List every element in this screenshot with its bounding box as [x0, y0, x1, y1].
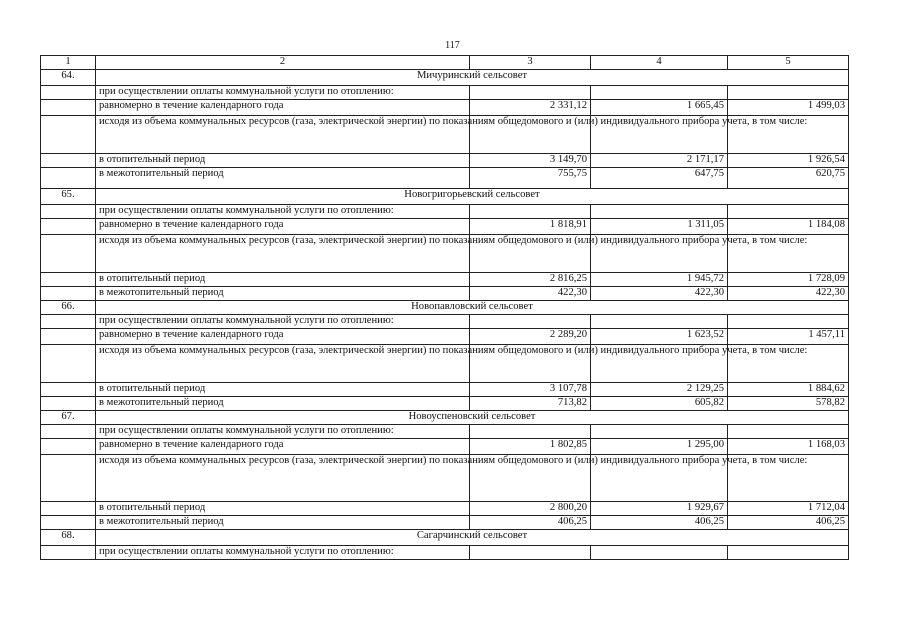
value-col5: 620,75	[728, 168, 849, 189]
value-col4: 1 623,52	[591, 329, 728, 345]
value-col5	[728, 205, 849, 219]
table-row	[41, 345, 849, 383]
value-col3: 2 289,20	[470, 329, 591, 345]
section-header-row	[41, 530, 849, 546]
value-col3: 2 800,20	[470, 502, 591, 516]
table-row	[41, 116, 849, 154]
value-col4: 647,75	[591, 168, 728, 189]
column-header: 5	[728, 56, 849, 70]
value-col4	[591, 425, 728, 439]
value-col4: 605,82	[591, 397, 728, 411]
page-number: 117	[445, 40, 460, 51]
table-row	[41, 425, 849, 439]
section-header-row	[41, 70, 849, 86]
value-col4: 1 945,72	[591, 273, 728, 287]
value-col5: 1 457,11	[728, 329, 849, 345]
section-index: 64.	[41, 70, 96, 86]
column-header-row	[41, 56, 849, 70]
value-col3	[470, 425, 591, 439]
table-row	[41, 546, 849, 560]
value-col3: 406,25	[470, 516, 591, 530]
value-col4: 1 665,45	[591, 100, 728, 116]
value-col4: 422,30	[591, 287, 728, 301]
column-header: 4	[591, 56, 728, 70]
value-col5	[728, 546, 849, 560]
section-name: Мичуринский сельсовет	[96, 70, 849, 86]
value-col3: 2 331,12	[470, 100, 591, 116]
row-label: исходя из объема коммунальных ресурсов (газа, электрической энергии) по показаниям общедомового и (или) индивидуального прибора учета, в том числе:	[96, 345, 470, 383]
value-col3: 713,82	[470, 397, 591, 411]
section-index: 67.	[41, 411, 96, 425]
row-label: равномерно в течение календарного года	[96, 329, 470, 345]
table-row	[41, 397, 849, 411]
row-label: в межотопительный период	[96, 287, 470, 301]
value-col4	[591, 546, 728, 560]
row-label: исходя из объема коммунальных ресурсов (газа, электрической энергии) по показаниям общедомового и (или) индивидуального прибора учета, в том числе:	[96, 116, 470, 154]
value-col4: 406,25	[591, 516, 728, 530]
table-row	[41, 287, 849, 301]
value-col5: 1 884,62	[728, 383, 849, 397]
row-label: при осуществлении оплаты коммунальной услуги по отоплению:	[96, 205, 470, 219]
value-col5: 578,82	[728, 397, 849, 411]
section-header-row	[41, 411, 849, 425]
value-col3	[470, 86, 591, 100]
section-index: 66.	[41, 301, 96, 315]
tariff-table	[40, 55, 849, 560]
column-header: 1	[41, 56, 96, 70]
value-col5: 1 926,54	[728, 154, 849, 168]
table-row	[41, 205, 849, 219]
table-row	[41, 219, 849, 235]
value-col3	[470, 315, 591, 329]
value-col3: 1 802,85	[470, 439, 591, 455]
table-row	[41, 502, 849, 516]
value-col4	[591, 315, 728, 329]
row-label: исходя из объема коммунальных ресурсов (газа, электрической энергии) по показаниям общедомового и (или) индивидуального прибора учета, в том числе:	[96, 235, 470, 273]
table-row	[41, 86, 849, 100]
row-label: в межотопительный период	[96, 168, 470, 189]
value-col5: 422,30	[728, 287, 849, 301]
row-label: исходя из объема коммунальных ресурсов (газа, электрической энергии) по показаниям общедомового и (или) индивидуального прибора учета, в том числе:	[96, 455, 470, 502]
value-col4	[591, 205, 728, 219]
value-col4: 1 311,05	[591, 219, 728, 235]
value-col5	[728, 315, 849, 329]
section-index: 65.	[41, 189, 96, 205]
section-name: Новопавловский сельсовет	[96, 301, 849, 315]
value-col3: 755,75	[470, 168, 591, 189]
row-label: в межотопительный период	[96, 397, 470, 411]
row-label: при осуществлении оплаты коммунальной услуги по отоплению:	[96, 425, 470, 439]
value-col5: 1 712,04	[728, 502, 849, 516]
row-label: в отопительный период	[96, 273, 470, 287]
value-col5	[728, 425, 849, 439]
value-col4: 2 171,17	[591, 154, 728, 168]
value-col5: 1 184,08	[728, 219, 849, 235]
row-label: в межотопительный период	[96, 516, 470, 530]
table-row	[41, 516, 849, 530]
column-header: 2	[96, 56, 470, 70]
value-col4	[591, 86, 728, 100]
section-header-row	[41, 189, 849, 205]
value-col5	[728, 86, 849, 100]
table-row	[41, 439, 849, 455]
table-row	[41, 235, 849, 273]
value-col3: 3 149,70	[470, 154, 591, 168]
value-col4: 1 929,67	[591, 502, 728, 516]
value-col3	[470, 205, 591, 219]
row-label: в отопительный период	[96, 383, 470, 397]
value-col5: 406,25	[728, 516, 849, 530]
row-label: равномерно в течение календарного года	[96, 439, 470, 455]
value-col3	[470, 546, 591, 560]
value-col3: 422,30	[470, 287, 591, 301]
row-label: равномерно в течение календарного года	[96, 100, 470, 116]
table-row	[41, 329, 849, 345]
section-index: 68.	[41, 530, 96, 546]
table-row	[41, 455, 849, 502]
table-row	[41, 315, 849, 329]
row-label: при осуществлении оплаты коммунальной услуги по отоплению:	[96, 315, 470, 329]
section-name: Новогригорьевский сельсовет	[96, 189, 849, 205]
value-col4: 2 129,25	[591, 383, 728, 397]
section-header-row	[41, 301, 849, 315]
column-header: 3	[470, 56, 591, 70]
table-row	[41, 154, 849, 168]
value-col3: 1 818,91	[470, 219, 591, 235]
value-col4: 1 295,00	[591, 439, 728, 455]
value-col5: 1 168,03	[728, 439, 849, 455]
value-col5: 1 728,09	[728, 273, 849, 287]
row-label: при осуществлении оплаты коммунальной услуги по отоплению:	[96, 86, 470, 100]
section-name: Новоуспеновский сельсовет	[96, 411, 849, 425]
row-label: при осуществлении оплаты коммунальной услуги по отоплению:	[96, 546, 470, 560]
table-row	[41, 383, 849, 397]
row-label: в отопительный период	[96, 502, 470, 516]
table-row	[41, 168, 849, 189]
row-label: в отопительный период	[96, 154, 470, 168]
row-label: равномерно в течение календарного года	[96, 219, 470, 235]
value-col5: 1 499,03	[728, 100, 849, 116]
value-col3: 3 107,78	[470, 383, 591, 397]
table-row	[41, 273, 849, 287]
table-row	[41, 100, 849, 116]
value-col3: 2 816,25	[470, 273, 591, 287]
section-name: Сагарчинский сельсовет	[96, 530, 849, 546]
